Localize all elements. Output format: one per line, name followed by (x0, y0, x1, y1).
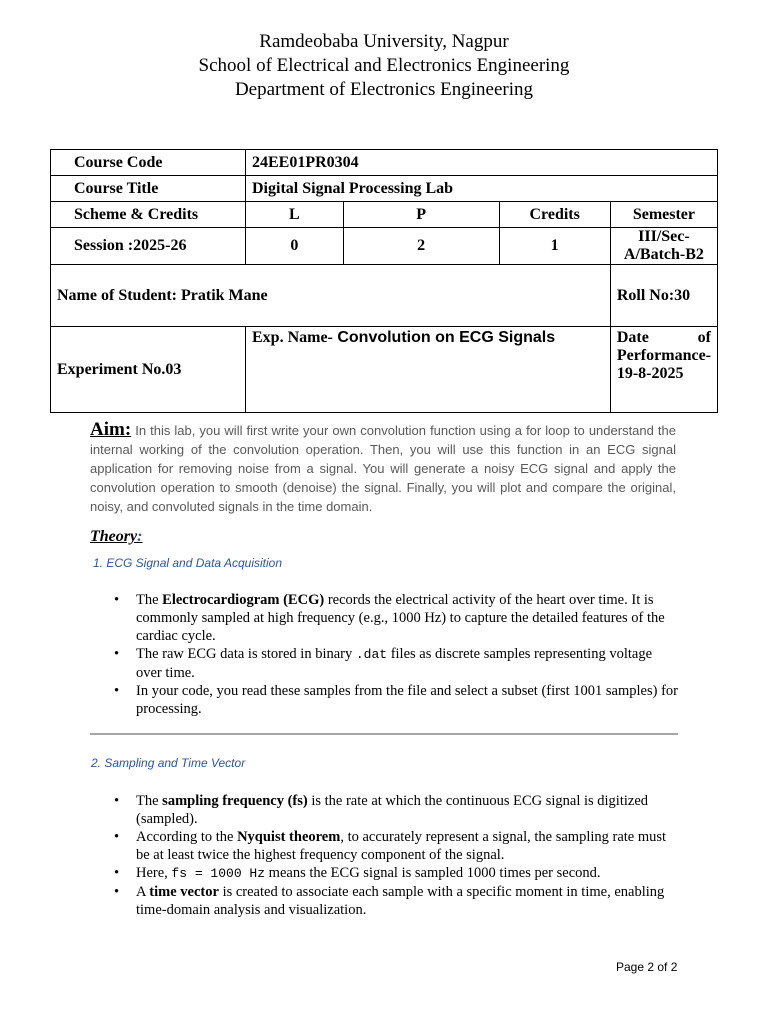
list-item: • The sampling frequency (fs) is the rate at which the continuous ECG signal is digitized (sampled). (110, 792, 680, 828)
aim-paragraph (90, 420, 676, 516)
sampling-bullet-list (110, 792, 680, 919)
experiment-name (246, 327, 611, 413)
experiment-name-title: Convolution on ECG Signals (332, 329, 556, 346)
p-value: 2 (343, 228, 499, 265)
horizontal-divider (90, 733, 678, 735)
document-header (0, 30, 768, 102)
col-p-header: P (343, 202, 499, 228)
list-item: • A time vector is created to associate each sample with a specific moment in time, enabling time-domain analysis and visualization. (110, 883, 680, 919)
section-heading-sampling: 2. Sampling and Time Vector (91, 756, 246, 770)
date-of-performance (610, 327, 717, 413)
course-title-value: Digital Signal Processing Lab (246, 176, 718, 202)
school-name: School of Electrical and Electronics Engineering (198, 55, 570, 76)
course-title-label: Course Title (51, 176, 246, 202)
scheme-credits-label: Scheme & Credits (51, 202, 246, 228)
aim-text: In this lab, you will first write your own convolution function using a for loop to understand the internal working of the convolution operation. Then, you will use this function in an ECG signal application for removing noise from a signal. You will generate a noisy ECG signal and apply the convolution operation to smooth (denoise) the signal. Finally, you will plot and compare the original, noisy, and convoluted signals in the time domain. (90, 423, 676, 514)
date-value: 19-8-2025 (616, 365, 684, 382)
list-item: • In your code, you read these samples from the file and select a subset (first 1001 samples) for processing. (110, 682, 680, 718)
col-credits-header: Credits (499, 202, 610, 228)
course-info-table (50, 149, 718, 413)
list-item: • Here, fs = 1000 Hz means the ECG signal is sampled 1000 times per second. (110, 864, 680, 883)
date-label: Date of Performance- (616, 329, 711, 364)
semester-value: III/Sec-A/Batch-B2 (610, 228, 717, 265)
section-heading-ecg: 1. ECG Signal and Data Acquisition (93, 556, 282, 570)
experiment-number: Experiment No.03 (51, 327, 246, 413)
roll-number: Roll No:30 (610, 265, 717, 327)
col-l-header: L (246, 202, 344, 228)
course-code-label: Course Code (51, 150, 246, 176)
session-label: Session :2025-26 (51, 228, 246, 265)
theory-heading (90, 528, 142, 546)
ecg-bullet-list (110, 591, 680, 718)
col-semester-header: Semester (610, 202, 717, 228)
theory-colon: : (137, 528, 143, 545)
credits-value: 1 (499, 228, 610, 265)
department-name: Department of Electronics Engineering (234, 79, 534, 100)
list-item: • According to the Nyquist theorem, to accurately represent a signal, the sampling rate must be at least twice the highest frequency component of the signal. (110, 828, 680, 864)
list-item: • The Electrocardiogram (ECG) records the electrical activity of the heart over time. It is commonly sampled at high frequency (e.g., 1000 Hz) to capture the detailed features of the cardiac cycle. (110, 591, 680, 645)
student-name: Name of Student: Pratik Mane (51, 265, 611, 327)
university-name: Ramdeobaba University, Nagpur (259, 31, 509, 52)
page-number: Page 2 of 2 (616, 960, 678, 974)
course-code-value: 24EE01PR0304 (246, 150, 718, 176)
aim-label: Aim: (90, 419, 132, 440)
theory-label: Theory (90, 528, 138, 545)
list-item: • The raw ECG data is stored in binary .dat files as discrete samples representing voltage over time. (110, 645, 680, 682)
l-value: 0 (246, 228, 344, 265)
experiment-name-prefix: Exp. Name- (252, 329, 333, 346)
